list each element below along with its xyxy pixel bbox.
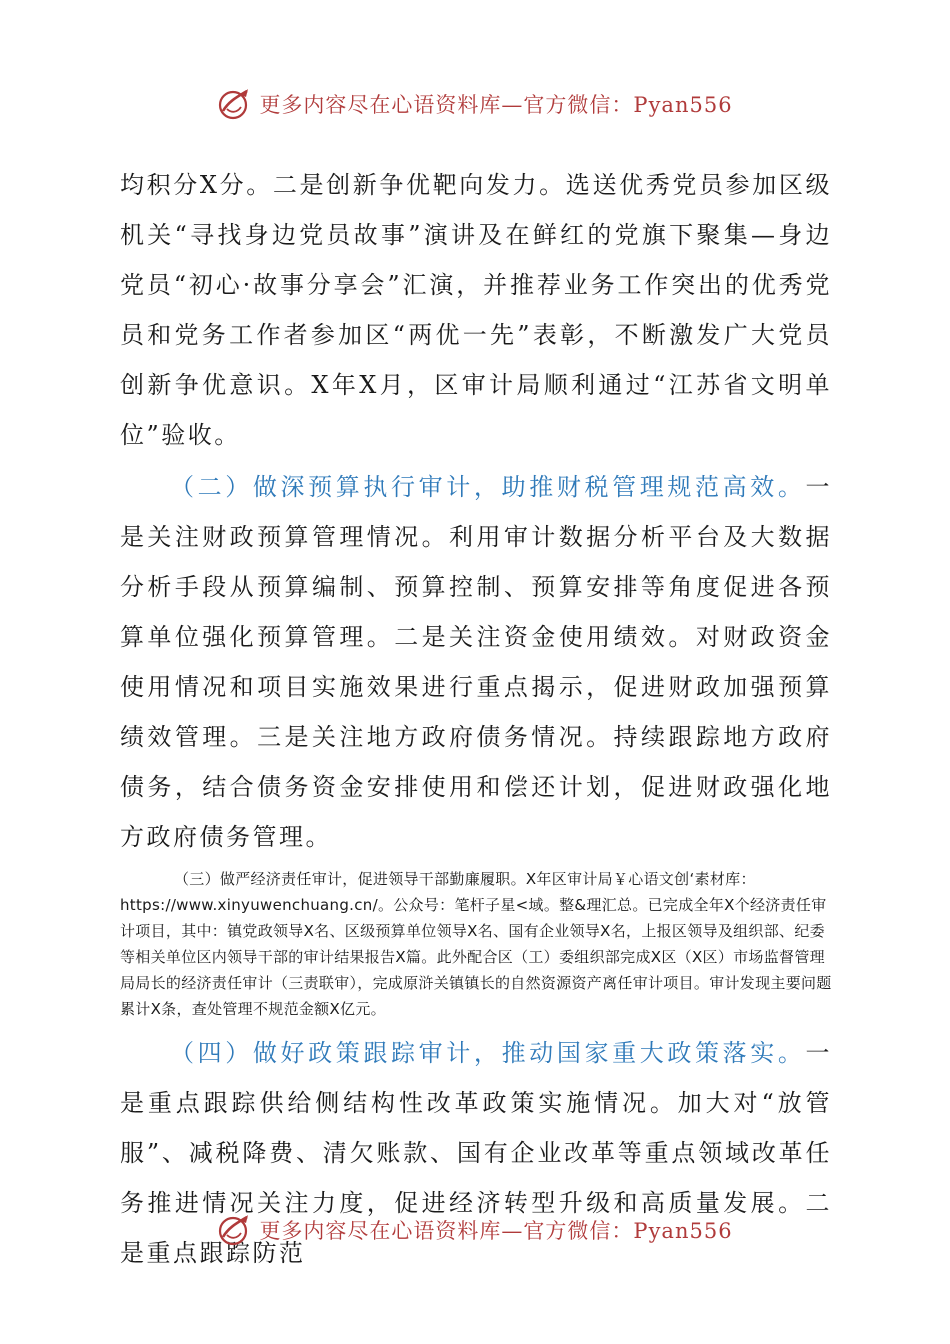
footer-banner <box>0 1210 950 1250</box>
section-3-paragraph: （三）做严经济责任审计，促进领导干部勤廉履职。X年区审计局￥心语文创‘素材库：https://www.xinyuwenchuang.cn/。公众号：笔杆子星<域。整&理汇总。已完成全年X个经济责任审计项目，其中：镇党政领导X名、区级预算单位领导X名、国有企业领导X名，上报区领导及组织部、纪委等相关单位区内领导干部的审计结果报告X篇。此外配合区（工）委组织部完成X区（X区）市场监督管理局局长的经济责任审计（三责联审），完成原浒关镇镇长的自然资源资产离任审计项目。审计发现主要问题累计X条，查处管理不规范金额X亿元。 <box>120 870 832 1018</box>
footer-banner-text: 更多内容尽在心语资料库—官方微信：Pyan556 <box>259 1219 733 1243</box>
section-4-body: 一是重点跟踪供给侧结构性改革政策实施情况。加大对“放管服”、减税降费、清欠账款、国有企业改革等重点领域改革任务推进情况关注力度，促进经济转型升级和高质量发展。二是重点跟踪防范 <box>120 1039 832 1267</box>
section-2-paragraph <box>120 462 832 862</box>
pen-swirl-logo-icon <box>217 1213 251 1247</box>
document-body <box>120 160 832 1278</box>
section-4-heading: （四）做好政策跟踪审计，推动国家重大政策落实。 <box>170 1039 806 1067</box>
pen-swirl-logo-icon <box>217 87 251 121</box>
header-banner <box>0 84 950 124</box>
section-2-heading: （二）做深预算执行审计，助推财税管理规范高效。 <box>170 473 806 501</box>
header-banner-text: 更多内容尽在心语资料库—官方微信：Pyan556 <box>259 93 733 117</box>
paragraph-1: 均积分X分。二是创新争优靶向发力。选送优秀党员参加区级机关“寻找身边党员故事”演讲及在鲜红的党旗下聚集—身边党员“初心·故事分享会”汇演，并推荐业务工作突出的优秀党员和党务工作者参加区“两优一先”表彰，不断激发广大党员创新争优意识。X年X月，区审计局顺利通过“江苏省文明单位”验收。 <box>120 171 832 449</box>
section-2-body: 一是关注财政预算管理情况。利用审计数据分析平台及大数据分析手段从预算编制、预算控制、预算安排等角度促进各预算单位强化预算管理。二是关注资金使用绩效。对财政资金使用情况和项目实施效果进行重点揭示，促进财政加强预算绩效管理。三是关注地方政府债务情况。持续跟踪地方政府债务，结合债务资金安排使用和偿还计划，促进财政强化地方政府债务管理。 <box>120 473 832 851</box>
